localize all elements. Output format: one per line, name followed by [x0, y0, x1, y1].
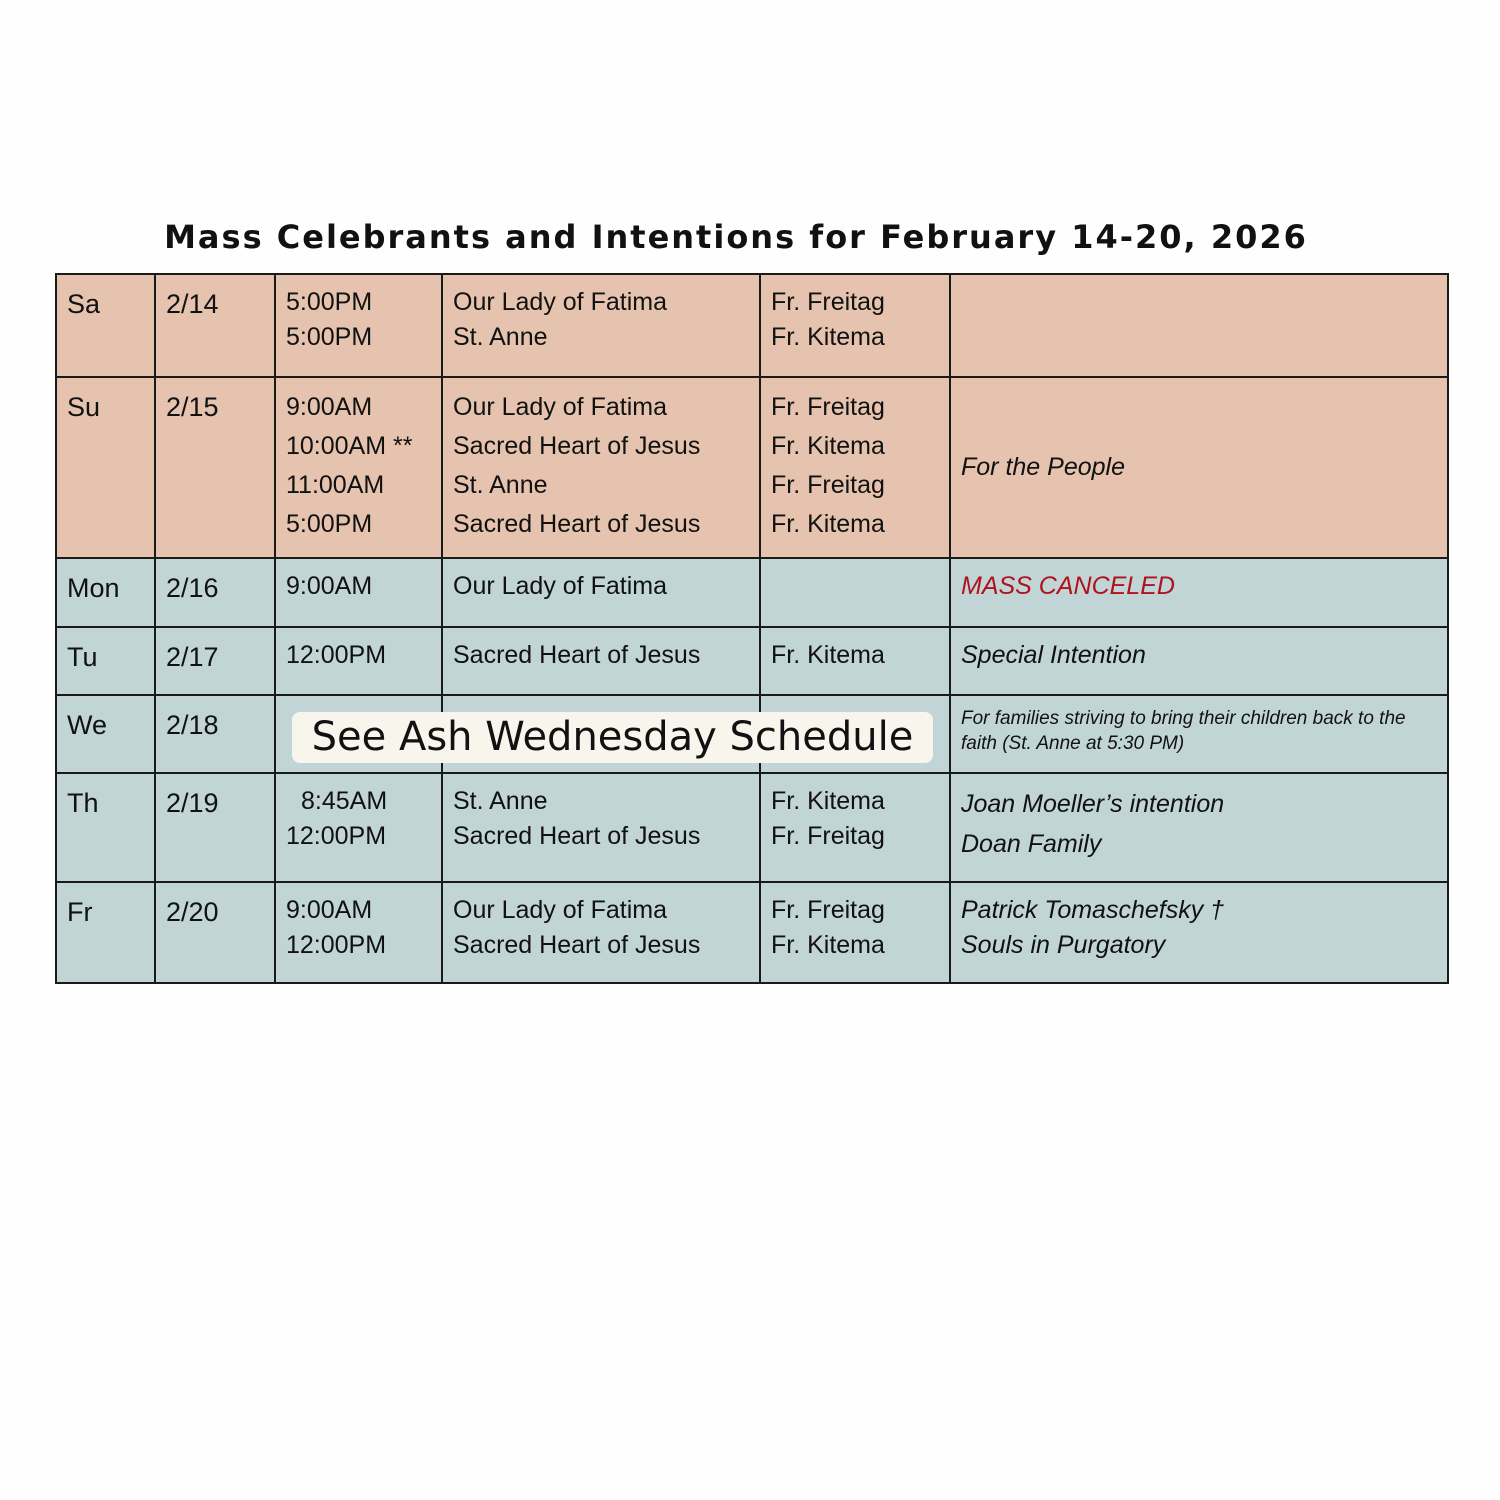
celebrant-name: Fr. Kitema: [771, 323, 885, 351]
celebrant-name: Fr. Freitag: [771, 393, 885, 421]
time-cell: [275, 882, 442, 983]
intention-cell: [950, 274, 1448, 377]
mass-canceled-notice: MASS CANCELED: [950, 558, 1448, 627]
mass-time: 5:00PM: [286, 323, 373, 351]
intention-cell: [950, 773, 1448, 882]
day-cell: Sa: [56, 274, 155, 377]
date-cell: 2/14: [155, 274, 275, 377]
time-cell: 9:00AM: [275, 558, 442, 627]
date-cell: 2/16: [155, 558, 275, 627]
time-cell: [275, 773, 442, 882]
time-cell: [275, 274, 442, 377]
church-name: St. Anne: [453, 787, 548, 815]
mass-time: 12:00PM: [286, 822, 387, 850]
mass-time: 9:00AM: [286, 896, 373, 924]
day-cell: Su: [56, 377, 155, 558]
church-name: Sacred Heart of Jesus: [453, 822, 701, 850]
celebrant-cell: Fr. Kitema: [760, 627, 950, 695]
intention-cell: Special Intention: [950, 627, 1448, 695]
mass-schedule-table: [55, 273, 1449, 984]
day-cell: Th: [56, 773, 155, 882]
page-title: Mass Celebrants and Intentions for February 14-20, 2026: [164, 218, 1308, 256]
church-name: Sacred Heart of Jesus: [453, 931, 701, 959]
celebrant-name: Fr. Kitema: [771, 510, 885, 538]
table-row: [56, 558, 1448, 627]
celebrant-name: Fr. Kitema: [771, 787, 885, 815]
church-name: Sacred Heart of Jesus: [453, 432, 701, 460]
mass-time: 9:00AM: [286, 393, 373, 421]
mass-time: 12:00PM: [286, 931, 387, 959]
intention-cell: For families striving to bring their children back to the faith (St. Anne at 5:30 PM): [950, 695, 1448, 773]
celebrant-cell: [760, 773, 950, 882]
church-name: Our Lady of Fatima: [453, 393, 667, 421]
church-cell: [442, 377, 760, 558]
celebrant-name: Fr. Freitag: [771, 471, 885, 499]
date-cell: 2/18: [155, 695, 275, 773]
date-cell: 2/15: [155, 377, 275, 558]
table-row: [56, 882, 1448, 983]
church-name: Our Lady of Fatima: [453, 288, 667, 316]
church-cell: [442, 882, 760, 983]
church-name: St. Anne: [453, 323, 548, 351]
church-name: St. Anne: [453, 471, 548, 499]
intention-text: Souls in Purgatory: [961, 931, 1166, 959]
table-row: [56, 377, 1448, 558]
celebrant-name: Fr. Kitema: [771, 931, 885, 959]
church-cell: [442, 274, 760, 377]
day-cell: We: [56, 695, 155, 773]
celebrant-name: Fr. Freitag: [771, 896, 885, 924]
date-cell: 2/17: [155, 627, 275, 695]
celebrant-name: Fr. Kitema: [771, 432, 885, 460]
intention-text: Joan Moeller’s intention: [961, 790, 1225, 818]
day-cell: Tu: [56, 627, 155, 695]
celebrant-cell: [760, 377, 950, 558]
church-name: Our Lady of Fatima: [453, 896, 667, 924]
celebrant-name: Fr. Freitag: [771, 822, 885, 850]
celebrant-cell: [760, 882, 950, 983]
ash-wednesday-banner: See Ash Wednesday Schedule: [292, 712, 933, 763]
table-row: [56, 627, 1448, 695]
mass-time: 8:45AM: [301, 787, 388, 815]
day-cell: Fr: [56, 882, 155, 983]
date-cell: 2/20: [155, 882, 275, 983]
church-name: Sacred Heart of Jesus: [453, 510, 701, 538]
church-cell: Sacred Heart of Jesus: [442, 627, 760, 695]
intention-text: Doan Family: [961, 830, 1102, 858]
mass-time: 10:00AM **: [286, 432, 413, 460]
intention-cell: [950, 882, 1448, 983]
date-cell: 2/19: [155, 773, 275, 882]
intention-cell: For the People: [950, 377, 1448, 558]
day-cell: Mon: [56, 558, 155, 627]
mass-time: 11:00AM: [286, 471, 385, 499]
church-cell: Our Lady of Fatima: [442, 558, 760, 627]
celebrant-cell: [760, 274, 950, 377]
celebrant-name: Fr. Freitag: [771, 288, 885, 316]
table-row: [56, 274, 1448, 377]
intention-text: Patrick Tomaschefsky †: [961, 896, 1225, 924]
mass-time: 5:00PM: [286, 510, 373, 538]
time-cell: 12:00PM: [275, 627, 442, 695]
celebrant-cell: [760, 558, 950, 627]
time-cell: [275, 377, 442, 558]
church-cell: [442, 773, 760, 882]
mass-time: 5:00PM: [286, 288, 373, 316]
table-row: [56, 773, 1448, 882]
